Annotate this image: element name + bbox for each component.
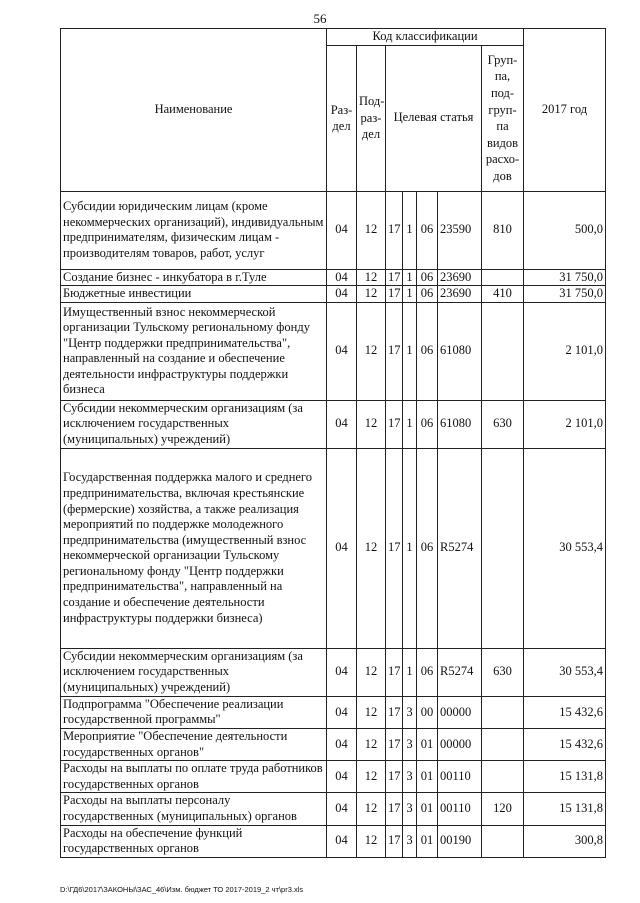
row-target-direction: 00110 [438,793,482,825]
row-expense-group [482,728,524,760]
table-row [61,728,606,760]
row-target-event: 06 [417,400,438,448]
row-target-subprogram: 3 [403,761,417,793]
row-target-direction: 00000 [438,696,482,728]
row-expense-group [482,825,524,857]
row-name: Субсидии некоммерческим организациям (за исключением государственных (муниципальных) учреждений) [61,648,327,696]
table-row [61,448,606,648]
row-expense-group: 120 [482,793,524,825]
header-row-top [61,29,606,46]
row-target-subprogram: 3 [403,696,417,728]
row-target-subprogram: 1 [403,448,417,648]
row-target-program: 17 [386,825,403,857]
row-target-subprogram: 3 [403,793,417,825]
row-name: Расходы на выплаты по оплате труда работников государственных органов [61,761,327,793]
row-target-program: 17 [386,269,403,286]
row-section: 04 [327,793,357,825]
row-subsection: 12 [357,448,386,648]
row-expense-group [482,448,524,648]
row-section: 04 [327,696,357,728]
row-target-program: 17 [386,191,403,269]
row-subsection: 12 [357,302,386,400]
row-expense-group: 410 [482,286,524,303]
row-subsection: 12 [357,400,386,448]
row-section: 04 [327,191,357,269]
row-target-subprogram: 3 [403,825,417,857]
row-name: Расходы на обеспечение функций государственных органов [61,825,327,857]
row-subsection: 12 [357,648,386,696]
row-target-direction: 61080 [438,302,482,400]
row-target-event: 06 [417,448,438,648]
row-target-subprogram: 3 [403,728,417,760]
row-target-event: 01 [417,825,438,857]
table-body [61,191,606,857]
table-row [61,761,606,793]
row-target-direction: 23690 [438,269,482,286]
table-row [61,696,606,728]
row-section: 04 [327,448,357,648]
row-target-program: 17 [386,728,403,760]
row-target-event: 06 [417,648,438,696]
row-section: 04 [327,286,357,303]
row-target-event: 06 [417,269,438,286]
row-target-program: 17 [386,302,403,400]
row-name: Государственная поддержка малого и среднего предпринимательства, включая крестьянские (фермерские) хозяйства, а также реализация мероприятий по поддержке молодежного предпринимательства (имущественный взнос некоммерческой организации Тульскому региональному фонду "Центр поддержки предпринимательства", направленный на создание и обеспечение деятельности инфраструктуры поддержки бизнеса) [61,448,327,648]
row-section: 04 [327,728,357,760]
row-amount: 31 750,0 [524,269,606,286]
row-name: Бюджетные инвестиции [61,286,327,303]
row-target-event: 06 [417,302,438,400]
row-amount: 30 553,4 [524,448,606,648]
row-amount: 15 432,6 [524,696,606,728]
row-target-direction: R5274 [438,448,482,648]
row-subsection: 12 [357,696,386,728]
row-target-event: 06 [417,191,438,269]
row-name: Подпрограмма "Обеспечение реализации государственной программы" [61,696,327,728]
table-row [61,793,606,825]
table-row [61,302,606,400]
column-header-target: Целевая статья [386,45,482,191]
table-row [61,400,606,448]
row-subsection: 12 [357,286,386,303]
row-target-subprogram: 1 [403,269,417,286]
row-target-direction: 00110 [438,761,482,793]
row-target-event: 01 [417,728,438,760]
table-row [61,191,606,269]
row-subsection: 12 [357,728,386,760]
column-header-name: Наименование [61,29,327,192]
row-expense-group: 810 [482,191,524,269]
row-subsection: 12 [357,793,386,825]
row-target-direction: R5274 [438,648,482,696]
row-amount: 15 432,6 [524,728,606,760]
column-header-year: 2017 год [524,29,606,192]
row-section: 04 [327,302,357,400]
row-amount: 300,8 [524,825,606,857]
row-amount: 2 101,0 [524,302,606,400]
row-target-event: 01 [417,761,438,793]
row-target-subprogram: 1 [403,400,417,448]
column-header-subsection: Под-раз-дел [357,45,386,191]
row-expense-group: 630 [482,400,524,448]
column-header-section: Раз-дел [327,45,357,191]
row-target-subprogram: 1 [403,302,417,400]
row-name: Мероприятие "Обеспечение деятельности государственных органов" [61,728,327,760]
row-target-program: 17 [386,793,403,825]
row-target-event: 01 [417,793,438,825]
row-name: Субсидии некоммерческим организациям (за исключением государственных (муниципальных) учреждений) [61,400,327,448]
row-section: 04 [327,648,357,696]
row-subsection: 12 [357,761,386,793]
row-name: Субсидии юридическим лицам (кроме некоммерческих организаций), индивидуальным предпринимателям, физическим лицам - производителям товаров, работ, услуг [61,191,327,269]
row-expense-group: 630 [482,648,524,696]
row-target-event: 00 [417,696,438,728]
row-target-direction: 23690 [438,286,482,303]
row-target-program: 17 [386,696,403,728]
row-expense-group [482,696,524,728]
row-target-direction: 00000 [438,728,482,760]
row-name: Создание бизнес - инкубатора в г.Туле [61,269,327,286]
row-section: 04 [327,825,357,857]
row-subsection: 12 [357,191,386,269]
row-target-program: 17 [386,448,403,648]
row-target-program: 17 [386,648,403,696]
row-amount: 15 131,8 [524,793,606,825]
row-target-subprogram: 1 [403,286,417,303]
row-amount: 30 553,4 [524,648,606,696]
row-target-direction: 00190 [438,825,482,857]
row-name: Расходы на выплаты персоналу государственных (муниципальных) органов [61,793,327,825]
table-row [61,286,606,303]
row-name: Имущественный взнос некоммерческой организации Тульскому региональному фонду "Центр поддержки предпринимательства", направленный на создание и обеспечение деятельности инфраструктуры поддержки бизнеса [61,302,327,400]
row-target-event: 06 [417,286,438,303]
row-target-direction: 23590 [438,191,482,269]
row-amount: 15 131,8 [524,761,606,793]
table-row [61,648,606,696]
column-header-group: Груп-па, под-груп-па видов расхо-дов [482,45,524,191]
row-target-direction: 61080 [438,400,482,448]
row-target-subprogram: 1 [403,191,417,269]
table-row [61,825,606,857]
row-target-program: 17 [386,761,403,793]
row-section: 04 [327,269,357,286]
row-subsection: 12 [357,825,386,857]
row-section: 04 [327,761,357,793]
row-expense-group [482,761,524,793]
row-amount: 500,0 [524,191,606,269]
row-target-program: 17 [386,286,403,303]
table-row [61,269,606,286]
row-target-subprogram: 1 [403,648,417,696]
row-section: 04 [327,400,357,448]
page-number: 56 [313,11,327,26]
row-subsection: 12 [357,269,386,286]
footer-file-path: D:\ГД6\2017\ЗАКОНЫ\ЗАС_46\Изм. бюджет ТО 2017-2019_2 чт\pr3.xls [60,885,304,894]
row-target-program: 17 [386,400,403,448]
column-header-classification: Код классификации [327,29,524,46]
row-expense-group [482,302,524,400]
row-amount: 2 101,0 [524,400,606,448]
row-amount: 31 750,0 [524,286,606,303]
budget-table [60,28,606,858]
row-expense-group [482,269,524,286]
